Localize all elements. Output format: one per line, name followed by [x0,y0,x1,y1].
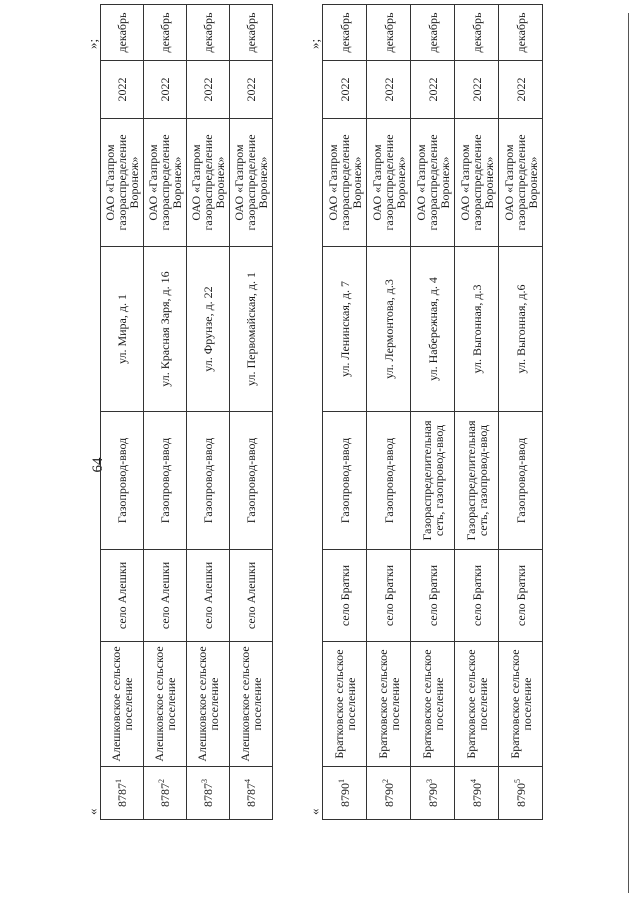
cell-owner: ОАО «Газпром газораспределение Воронеж» [499,119,543,247]
table-row [323,5,367,820]
cell-month: декабрь [499,5,543,61]
cell-object: Газопровод-ввод [367,412,411,550]
cell-object: Газораспределительная сеть, газопровод-ввод [411,412,455,550]
cell-address: ул. Фрунзе, д. 22 [187,247,230,412]
cell-address: ул. Лермонтова, д.3 [367,247,411,412]
table-row [230,5,273,820]
cell-locality: село Братки [367,550,411,642]
cell-month: декабрь [323,5,367,61]
table1-close-quote: »; [85,38,100,49]
cell-settlement: Братковское сельское поселение [411,642,455,767]
cell-num [323,767,367,820]
cell-year: 2022 [411,61,455,119]
cell-month: декабрь [230,5,273,61]
cell-settlement: Алешковское сельское поселение [144,642,187,767]
cell-locality: село Алешки [187,550,230,642]
cell-year: 2022 [187,61,230,119]
cell-month: декабрь [101,5,144,61]
table-2 [322,4,543,820]
cell-num [411,767,455,820]
cell-month: декабрь [411,5,455,61]
cell-address: ул. Выгонная, д.3 [455,247,499,412]
table-row [499,5,543,820]
cell-object: Газораспределительная сеть, газопровод-ввод [455,412,499,550]
cell-year: 2022 [367,61,411,119]
cell-address: ул. Красная Заря, д. 16 [144,247,187,412]
cell-object: Газопровод-ввод [323,412,367,550]
cell-address: ул. Набережная, д. 4 [411,247,455,412]
row-number-superscript: 3 [200,779,209,783]
cell-num [144,767,187,820]
row-number: 8790 [469,783,484,807]
row-number-superscript: 2 [380,779,390,783]
cell-settlement: Алешковское сельское поселение [101,642,144,767]
table-row [187,5,230,820]
table-row [455,5,499,820]
cell-locality: село Алешки [101,550,144,642]
table-1 [100,4,273,820]
cell-num [101,767,144,820]
table-row [101,5,144,820]
row-number-superscript: 4 [243,779,252,783]
cell-locality: село Братки [455,550,499,642]
page-number: 64 [90,457,106,473]
table2-open-quote: « [307,808,322,815]
table2-close-quote: »; [307,38,322,49]
row-number-superscript: 1 [114,779,123,783]
cell-year: 2022 [499,61,543,119]
cell-locality: село Алешки [144,550,187,642]
cell-settlement: Братковское сельское поселение [367,642,411,767]
row-number-superscript: 3 [424,779,434,783]
cell-year: 2022 [101,61,144,119]
cell-owner: ОАО «Газпром газораспределение Воронеж» [101,119,144,247]
cell-object: Газопровод-ввод [187,412,230,550]
scan-edge-line [628,13,629,893]
cell-settlement: Алешковское сельское поселение [187,642,230,767]
cell-object: Газопровод-ввод [101,412,144,550]
cell-object: Газопровод-ввод [499,412,543,550]
cell-settlement: Братковское сельское поселение [499,642,543,767]
table-row [144,5,187,820]
cell-address: ул. Мира, д. 1 [101,247,144,412]
table-row [411,5,455,820]
row-number-superscript: 4 [468,779,478,783]
cell-settlement: Братковское сельское поселение [455,642,499,767]
row-number: 8790 [425,783,440,807]
row-number: 8787 [244,783,258,807]
cell-year: 2022 [230,61,273,119]
cell-num [499,767,543,820]
row-number: 8790 [513,783,528,807]
row-number-superscript: 5 [512,779,522,783]
row-number-superscript: 2 [157,779,166,783]
cell-owner: ОАО «Газпром газораспределение Воронеж» [367,119,411,247]
cell-locality: село Алешки [230,550,273,642]
cell-month: декабрь [187,5,230,61]
row-number-superscript: 1 [336,779,346,783]
cell-object: Газопровод-ввод [230,412,273,550]
cell-year: 2022 [323,61,367,119]
cell-num [455,767,499,820]
cell-settlement: Алешковское сельское поселение [230,642,273,767]
cell-address: ул. Выгонная, д.6 [499,247,543,412]
cell-owner: ОАО «Газпром газораспределение Воронеж» [411,119,455,247]
row-number: 8787 [115,783,129,807]
cell-object: Газопровод-ввод [144,412,187,550]
row-number: 8787 [201,783,215,807]
cell-owner: ОАО «Газпром газораспределение Воронеж» [230,119,273,247]
cell-owner: ОАО «Газпром газораспределение Воронеж» [144,119,187,247]
cell-num [230,767,273,820]
row-number: 8790 [381,783,396,807]
cell-settlement: Братковское сельское поселение [323,642,367,767]
cell-locality: село Братки [499,550,543,642]
table-row [367,5,411,820]
cell-month: декабрь [144,5,187,61]
cell-owner: ОАО «Газпром газораспределение Воронеж» [187,119,230,247]
cell-owner: ОАО «Газпром газораспределение Воронеж» [323,119,367,247]
cell-num [367,767,411,820]
cell-month: декабрь [455,5,499,61]
cell-address: ул. Первомайская, д. 1 [230,247,273,412]
cell-year: 2022 [455,61,499,119]
cell-address: ул. Ленинская, д. 7 [323,247,367,412]
cell-month: декабрь [367,5,411,61]
cell-locality: село Братки [323,550,367,642]
cell-owner: ОАО «Газпром газораспределение Воронеж» [455,119,499,247]
row-number: 8787 [158,783,172,807]
cell-year: 2022 [144,61,187,119]
table1-open-quote: « [85,808,100,815]
row-number: 8790 [337,783,352,807]
cell-locality: село Братки [411,550,455,642]
cell-num [187,767,230,820]
